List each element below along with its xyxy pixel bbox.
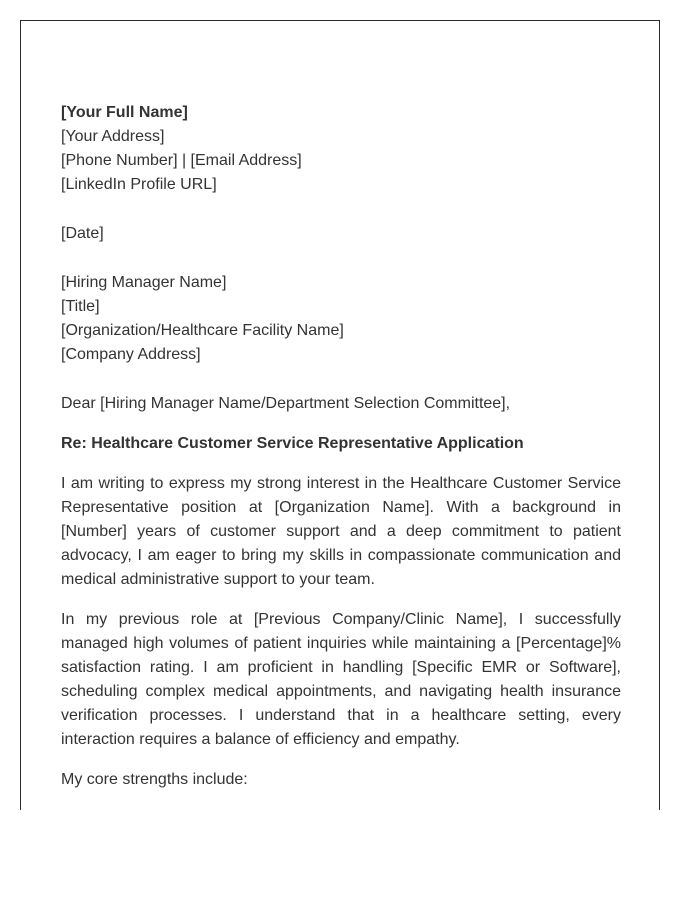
- recipient-name: [Hiring Manager Name]: [61, 274, 227, 291]
- sender-linkedin: [LinkedIn Profile URL]: [61, 176, 217, 193]
- salutation: Dear [Hiring Manager Name/Department Selection Committee],: [61, 395, 511, 412]
- letter-page: [20, 20, 660, 810]
- sender-name: [Your Full Name]: [61, 104, 188, 121]
- sender-address: [Your Address]: [61, 128, 165, 145]
- subject-line: Re: Healthcare Customer Service Representative Application: [61, 435, 524, 452]
- recipient-organization: [Organization/Healthcare Facility Name]: [61, 322, 344, 339]
- recipient-title: [Title]: [61, 298, 100, 315]
- recipient-address: [Company Address]: [61, 346, 201, 363]
- recipient-block: [61, 271, 621, 367]
- letter-date: [Date]: [61, 225, 104, 242]
- date-block: [61, 222, 621, 246]
- strengths-intro: My core strengths include:: [61, 771, 248, 788]
- body-paragraph: In my previous role at [Previous Company/Clinic Name], I successfully managed high volumes of patient inquiries while maintaining a [Percentage]% satisfaction rating. I am proficient in handling [Specific EMR or Software], scheduling complex medical appointments, and navigating health insurance verification processes. I understand that in a healthcare setting, every interaction requires a balance of efficiency and empathy.: [61, 611, 621, 748]
- letter-content: [61, 101, 621, 792]
- body-paragraph: I am writing to express my strong interest in the Healthcare Customer Service Representative position at [Organization Name]. With a background in [Number] years of customer support and a deep commitment to patient advocacy, I am eager to bring my skills in compassionate communication and medical administrative support to your team.: [61, 475, 621, 588]
- sender-contact: [Phone Number] | [Email Address]: [61, 152, 302, 169]
- sender-block: [61, 101, 621, 197]
